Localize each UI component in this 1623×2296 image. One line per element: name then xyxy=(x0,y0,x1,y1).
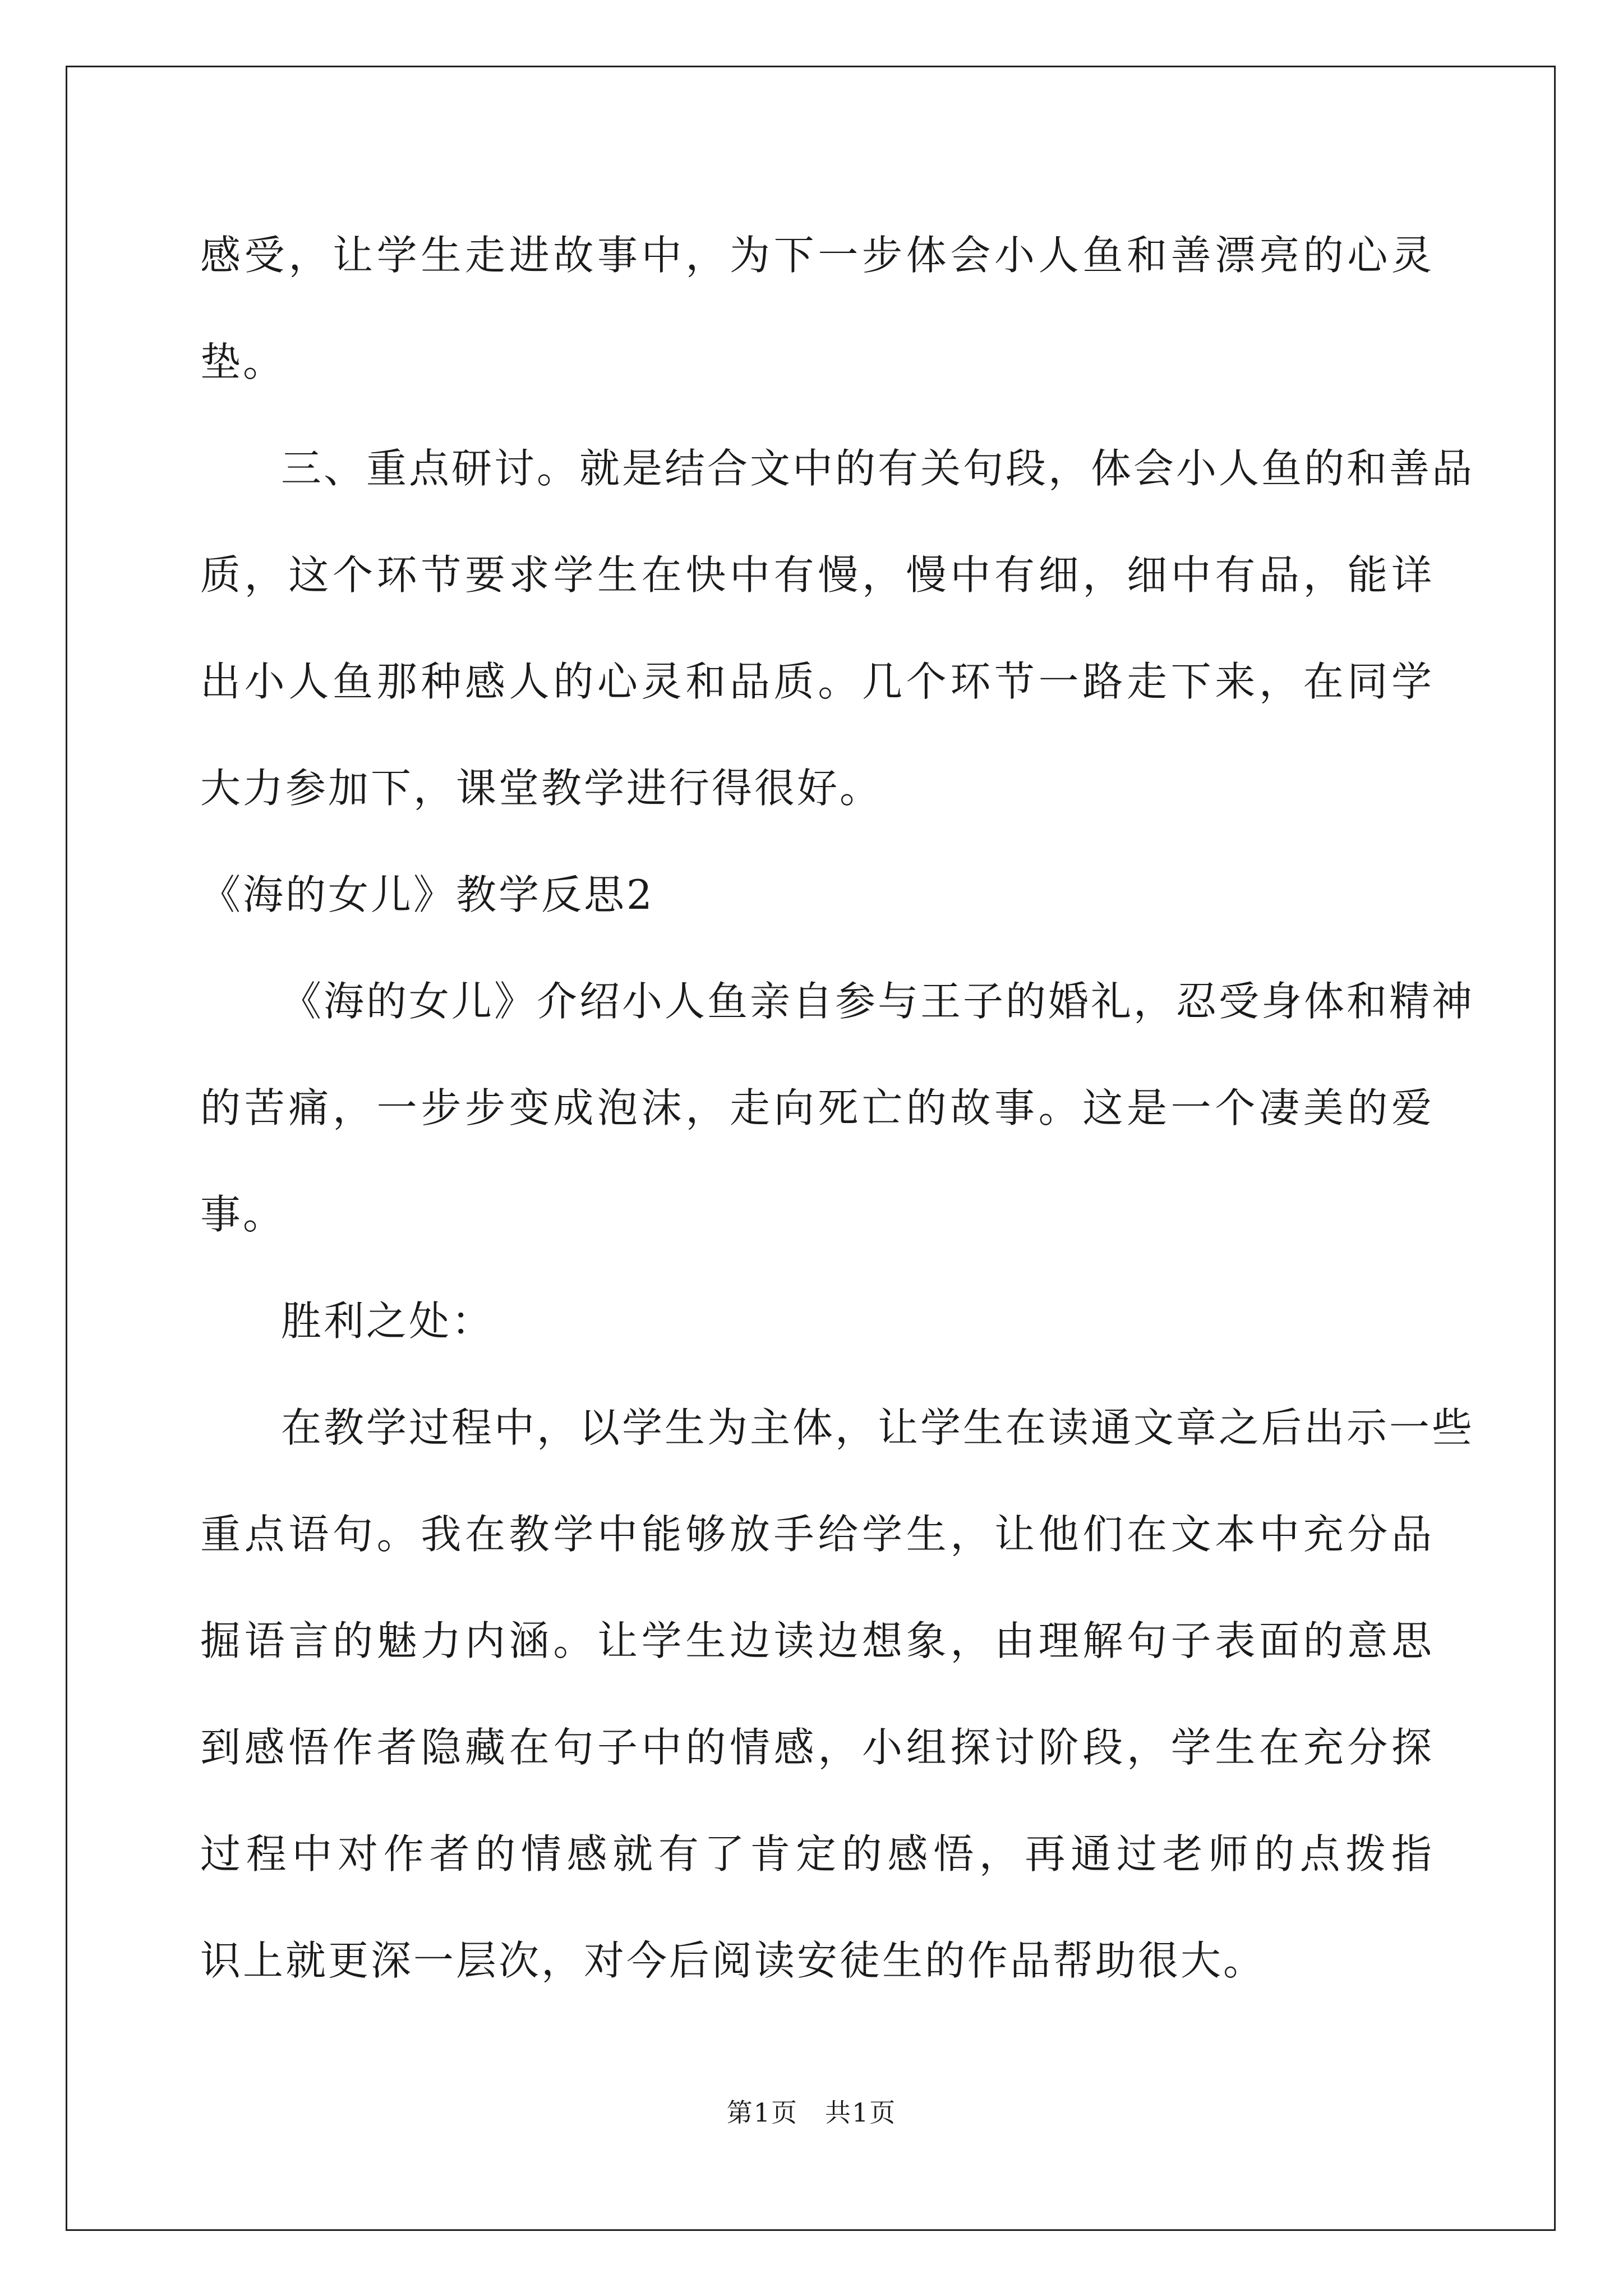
page-number: 第1页 xyxy=(726,2097,798,2128)
text-line: 掘语言的魅力内涵。让学生边读边想象，由理解句子表面的意思 xyxy=(200,1617,1434,1664)
text-line: 《海的女儿》介绍小人鱼亲自参与王子的婚礼，忍受身体和精神 xyxy=(281,978,1475,1025)
text-line: 重点语句。我在教学中能够放手给学生，让他们在文本中充分品 xyxy=(200,1511,1434,1558)
page-total: 共1页 xyxy=(825,2097,897,2128)
subheading: 胜利之处： xyxy=(281,1297,495,1345)
text-line: 到感悟作者隐藏在句子中的情感，小组探讨阶段，学生在充分探 xyxy=(200,1724,1434,1771)
text-line: 质，这个环节要求学生在快中有慢，慢中有细，细中有品，能详 xyxy=(200,551,1434,599)
text-line: 识上就更深一层次，对今后阅读安徒生的作品帮助很大。 xyxy=(200,1937,1266,1984)
section-heading: 《海的女儿》教学反思2 xyxy=(200,871,654,918)
text-line: 的苦痛，一步步变成泡沫，走向死亡的故事。这是一个凄美的爱 xyxy=(200,1084,1434,1131)
text-line: 在教学过程中，以学生为主体，让学生在读通文章之后出示一些 xyxy=(281,1404,1475,1451)
text-line: 大力参加下，课堂教学进行得很好。 xyxy=(200,765,883,812)
text-line: 出小人鱼那种感人的心灵和品质。几个环节一路走下来，在同学 xyxy=(200,658,1434,705)
text-line: 感受，让学生走进故事中，为下一步体会小人鱼和善漂亮的心灵 xyxy=(200,232,1434,279)
text-line: 垫。 xyxy=(200,338,286,385)
page-footer xyxy=(0,2092,1623,2129)
text-line: 过程中对作者的情感就有了肯定的感悟，再通过老师的点拨指 xyxy=(200,1830,1434,1878)
text-line: 事。 xyxy=(200,1191,286,1238)
document-body xyxy=(200,202,1475,2014)
text-line: 三、重点研讨。就是结合文中的有关句段，体会小人鱼的和善品 xyxy=(281,445,1475,492)
